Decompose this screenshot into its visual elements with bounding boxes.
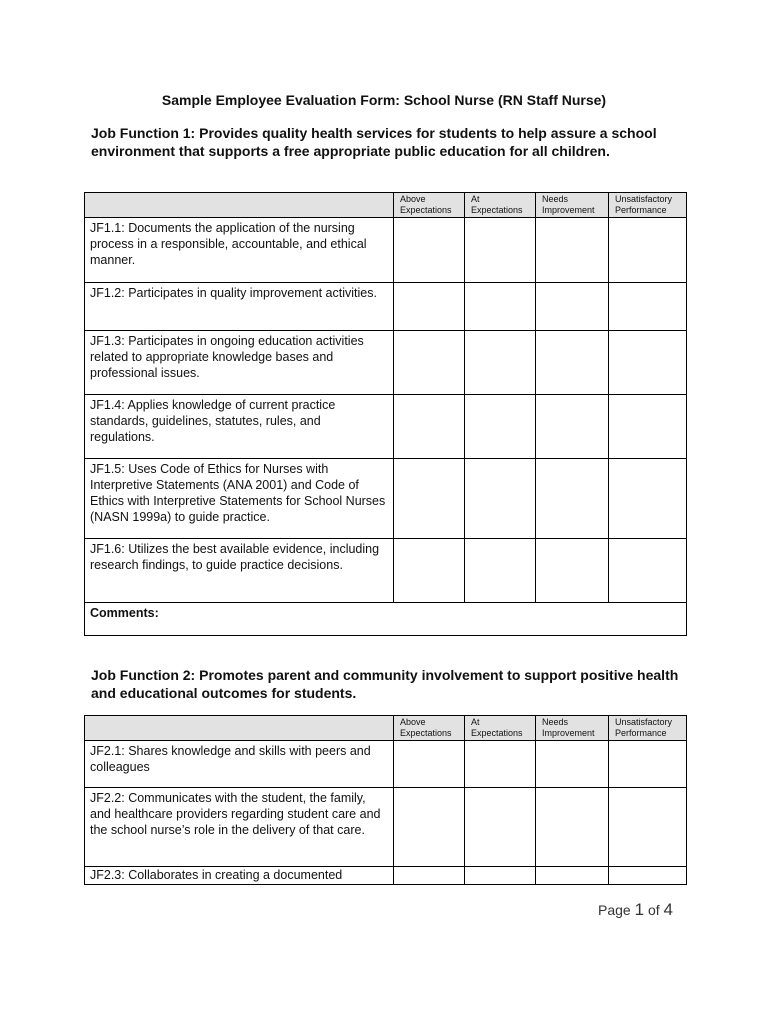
rating-cell[interactable] <box>609 539 687 603</box>
rating-cell[interactable] <box>465 283 536 331</box>
col-above: Above Expectations <box>394 193 465 218</box>
rating-cell[interactable] <box>609 218 687 283</box>
rating-cell[interactable] <box>394 331 465 395</box>
header-row <box>85 716 687 741</box>
rating-cell[interactable] <box>465 331 536 395</box>
rating-cell[interactable] <box>609 741 687 788</box>
criterion: JF1.2: Participates in quality improvement activities. <box>85 283 394 331</box>
job-function-2-heading: Job Function 2: Promotes parent and community involvement to support positive health and educational outcomes for students. <box>91 667 679 701</box>
rating-cell[interactable] <box>536 283 609 331</box>
rating-cell[interactable] <box>609 331 687 395</box>
rating-cell[interactable] <box>536 741 609 788</box>
rating-cell[interactable] <box>465 539 536 603</box>
comments-row[interactable] <box>85 603 687 636</box>
rating-cell[interactable] <box>465 788 536 867</box>
col-needs: Needs Improvement <box>536 193 609 218</box>
page-indicator <box>598 900 673 920</box>
page-total: 4 <box>663 900 673 919</box>
table-row <box>85 788 687 867</box>
rating-cell[interactable] <box>465 741 536 788</box>
table-row <box>85 218 687 283</box>
header-row <box>85 193 687 218</box>
table-row <box>85 395 687 459</box>
rating-cell[interactable] <box>536 395 609 459</box>
col-unsat: Unsatisfactory Performance <box>609 716 687 741</box>
rating-cell[interactable] <box>394 218 465 283</box>
rating-cell[interactable] <box>609 788 687 867</box>
criterion: JF1.3: Participates in ongoing education activities related to appropriate knowledge bases and professional issues. <box>85 331 394 395</box>
rating-cell[interactable] <box>465 867 536 885</box>
rating-cell[interactable] <box>394 283 465 331</box>
job-function-1-table <box>84 192 687 636</box>
header-blank <box>85 716 394 741</box>
rating-cell[interactable] <box>536 867 609 885</box>
rating-cell[interactable] <box>536 788 609 867</box>
page-label: Page <box>598 902 631 918</box>
page-number: 1 <box>634 900 645 919</box>
criterion: JF2.3: Collaborates in creating a documented <box>85 867 394 885</box>
job-function-1-heading: Job Function 1: Provides quality health services for students to help assure a school environment that supports a free appropriate public education for all children. <box>91 125 657 159</box>
rating-cell[interactable] <box>394 788 465 867</box>
table-row <box>85 459 687 539</box>
criterion: JF1.4: Applies knowledge of current practice standards, guidelines, statutes, rules, and regulations. <box>85 395 394 459</box>
rating-cell[interactable] <box>394 741 465 788</box>
col-at: At Expectations <box>465 193 536 218</box>
criterion: JF1.1: Documents the application of the nursing process in a responsible, accountable, and ethical manner. <box>85 218 394 283</box>
rating-cell[interactable] <box>465 218 536 283</box>
criterion: JF1.5: Uses Code of Ethics for Nurses with Interpretive Statements (ANA 2001) and Code of Ethics with Interpretive Statements for School Nurses (NASN 1999a) to guide practice. <box>85 459 394 539</box>
col-unsat: Unsatisfactory Performance <box>609 193 687 218</box>
criterion: JF2.1: Shares knowledge and skills with peers and colleagues <box>85 741 394 788</box>
col-at: At Expectations <box>465 716 536 741</box>
job-function-2-table <box>84 715 687 885</box>
comments-label[interactable]: Comments: <box>85 603 687 636</box>
table-row <box>85 283 687 331</box>
table-row <box>85 331 687 395</box>
header-blank <box>85 193 394 218</box>
rating-cell[interactable] <box>536 331 609 395</box>
criterion: JF1.6: Utilizes the best available evidence, including research findings, to guide practice decisions. <box>85 539 394 603</box>
document-title: Sample Employee Evaluation Form: School Nurse (RN Staff Nurse) <box>161 92 607 108</box>
col-above: Above Expectations <box>394 716 465 741</box>
rating-cell[interactable] <box>609 459 687 539</box>
rating-cell[interactable] <box>465 395 536 459</box>
table-row <box>85 539 687 603</box>
col-needs: Needs Improvement <box>536 716 609 741</box>
rating-cell[interactable] <box>394 459 465 539</box>
criterion: JF2.2: Communicates with the student, the family, and healthcare providers regarding student care and the school nurse’s role in the delivery of that care. <box>85 788 394 867</box>
rating-cell[interactable] <box>394 867 465 885</box>
rating-cell[interactable] <box>609 395 687 459</box>
of-label: of <box>647 902 660 918</box>
rating-cell[interactable] <box>536 539 609 603</box>
rating-cell[interactable] <box>609 867 687 885</box>
rating-cell[interactable] <box>465 459 536 539</box>
table-row <box>85 741 687 788</box>
rating-cell[interactable] <box>536 459 609 539</box>
table-row <box>85 867 687 885</box>
rating-cell[interactable] <box>394 539 465 603</box>
rating-cell[interactable] <box>609 283 687 331</box>
rating-cell[interactable] <box>394 395 465 459</box>
rating-cell[interactable] <box>536 218 609 283</box>
